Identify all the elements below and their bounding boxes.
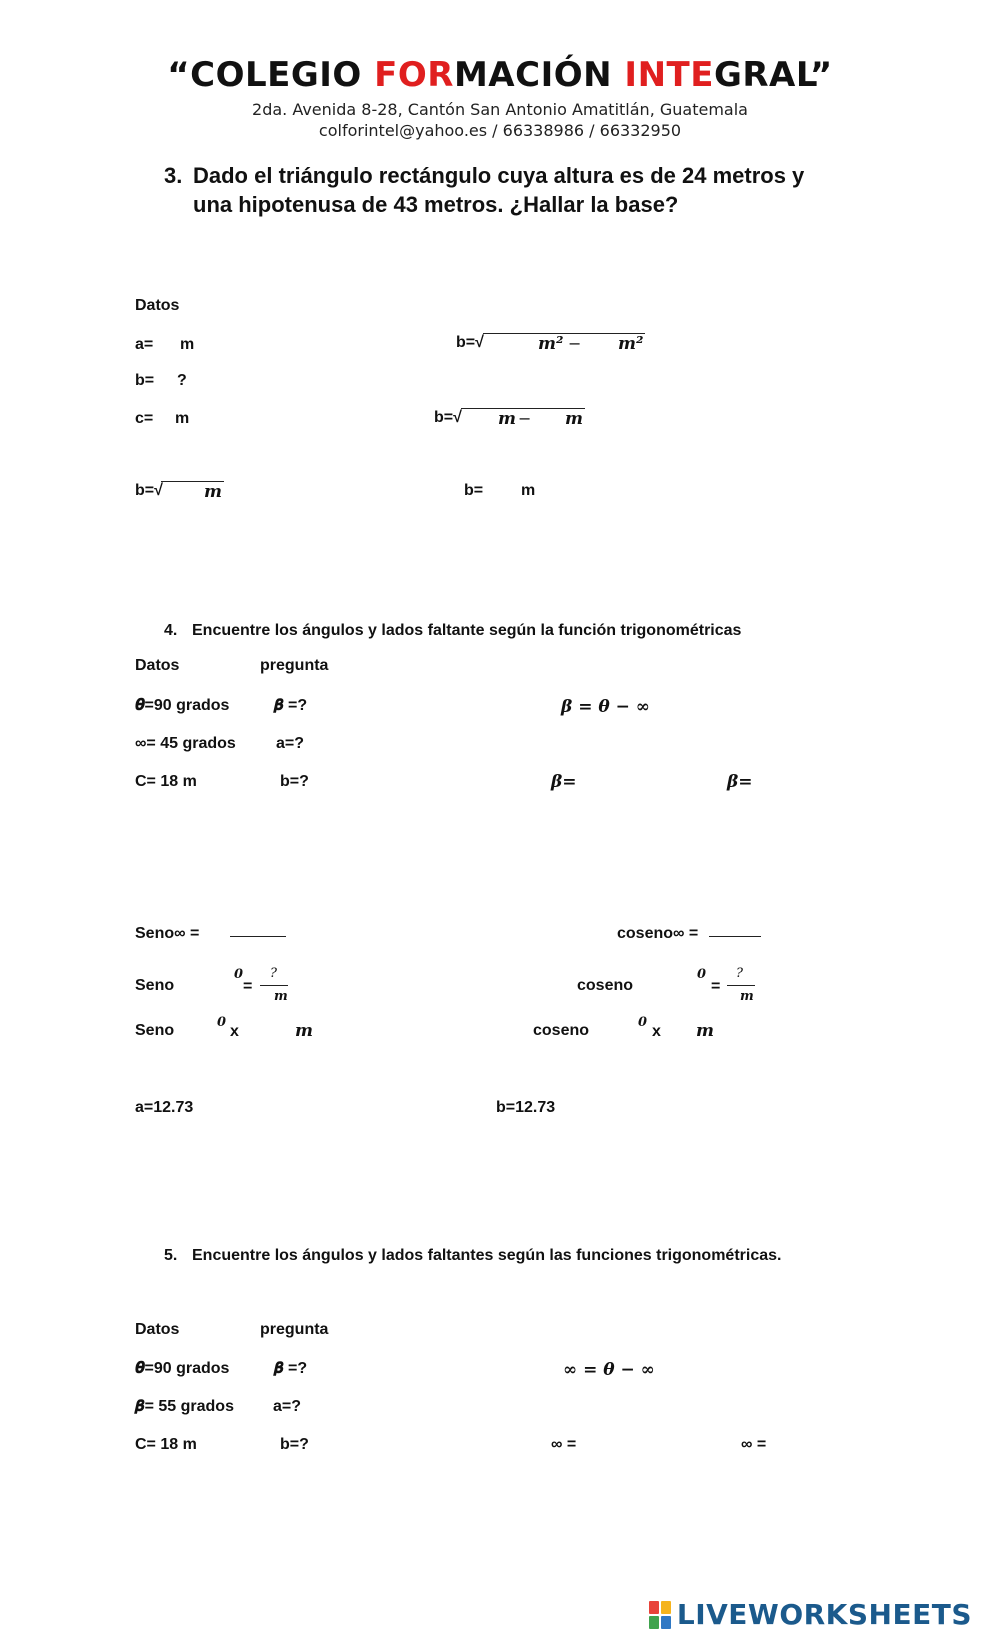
q3-formula2-m1: 𝒎 [498, 409, 516, 429]
q5-question-a: a=? [273, 1398, 302, 1415]
q4-infinity: ∞= 45 grados [135, 735, 236, 752]
q5-question-b: b=? [280, 1436, 309, 1453]
q3-b-label: b= [135, 372, 155, 389]
q3-number: 3. [164, 163, 183, 188]
q4-seno-times: x [230, 1023, 239, 1040]
q4-coseno-label: coseno [577, 977, 634, 994]
q5-theta: 𝜽=90 grados [135, 1360, 230, 1377]
q4-c: C= 18 m [135, 773, 197, 790]
q4-seno-degree: 0 [234, 967, 244, 982]
q4-coseno-fraction-line-2 [727, 985, 755, 986]
q4-coseno-times: x [652, 1023, 661, 1040]
q5-inf-field-1[interactable]: ∞ = [551, 1436, 577, 1453]
q4-coseno-degree: 0 [697, 967, 707, 982]
q3-formula2-m2: 𝒎 [565, 409, 583, 429]
q5-inf-field-2[interactable]: ∞ = [741, 1436, 767, 1453]
q3-line1: Dado el triángulo rectángulo cuya altura es de 24 metros y [193, 163, 805, 188]
logo-square [649, 1616, 659, 1629]
q4-seno-degree-2: 0 [217, 1015, 227, 1030]
q3-formula3-label: b=√ [135, 482, 163, 499]
q4-coseno-m: 𝒎 [696, 1021, 714, 1041]
q4-seno-fraction-line-2 [260, 985, 288, 986]
q3-formula3-m: 𝒎 [204, 482, 222, 502]
q4-coseno-fraction-line [709, 936, 761, 937]
title-part-red: FOR [374, 55, 454, 95]
liveworksheets-logo [649, 1598, 972, 1631]
q5-datos-label: Datos [135, 1321, 180, 1338]
q4-question-beta: 𝜷 =? [274, 697, 308, 714]
q3-c-unit: m [175, 410, 190, 427]
q3-formula2-label: b=√ [434, 409, 462, 426]
q5-question-beta: 𝜷 =? [274, 1360, 308, 1377]
q4-seno-numerator: ? [270, 966, 277, 981]
q4-theta: 𝜽=90 grados [135, 697, 230, 714]
title-part-red: INTE [624, 55, 714, 95]
q3-formula1-m1: 𝒎² [538, 334, 564, 354]
q4-coseno-label-2: coseno [533, 1022, 590, 1039]
q5-number: 5. [164, 1247, 178, 1264]
q4-datos-label: Datos [135, 657, 180, 674]
q3-b-unknown: ? [177, 372, 187, 389]
q4-seno-m: 𝒎 [295, 1021, 313, 1041]
q3-line2: una hipotenusa de 43 metros. ¿Hallar la base? [193, 192, 679, 217]
q3-c-label: c= [135, 410, 154, 427]
q4-number: 4. [164, 622, 178, 639]
q4-seno-fraction-line [230, 936, 286, 937]
q4-coseno-degree-2: 0 [638, 1015, 648, 1030]
school-title [0, 55, 1000, 95]
q4-prompt: Encuentre los ángulos y lados faltante según la función trigonométricas [192, 622, 742, 639]
school-contact: colforintel@yahoo.es / 66338986 / 66332950 [318, 121, 682, 140]
q5-pregunta-label: pregunta [260, 1321, 329, 1338]
title-part: ” [809, 55, 833, 95]
q4-seno-label: Seno [135, 977, 175, 994]
liveworksheets-logo-icon [649, 1601, 671, 1629]
q3-formula2-minus: − [518, 409, 532, 428]
q3-formula4-label: b= [464, 482, 484, 499]
logo-square [661, 1601, 671, 1614]
q4-coseno-numerator: ? [736, 966, 743, 981]
logo-square [649, 1601, 659, 1614]
q4-beta-field-2[interactable]: 𝜷= [727, 772, 753, 792]
q3-a-unit: m [180, 336, 195, 353]
logo-square [661, 1616, 671, 1629]
liveworksheets-logo-text: LIVEWORKSHEETS [676, 1598, 972, 1631]
q4-b-result: b=12.73 [496, 1099, 556, 1116]
q3-a-label: a= [135, 336, 154, 353]
q4-seno-label-2: Seno [135, 1022, 175, 1039]
q3-datos-label: Datos [135, 297, 180, 314]
q5-prompt: Encuentre los ángulos y lados faltantes según las funciones trigonométricas. [192, 1247, 782, 1264]
q5-c: C= 18 m [135, 1436, 197, 1453]
q4-beta-field-1[interactable]: 𝜷= [551, 772, 577, 792]
title-part: GRAL [713, 55, 810, 95]
q4-formula: 𝜷 = 𝜽 − ∞ [561, 697, 650, 717]
title-part: MACIÓN [453, 55, 625, 95]
q4-coseno-equals: = [711, 978, 721, 995]
q4-a-result: a=12.73 [135, 1099, 194, 1116]
q4-seno-inf: Seno∞ = [135, 925, 200, 942]
q4-coseno-inf: coseno∞ = [617, 925, 699, 942]
q3-formula4-unit: m [521, 482, 536, 499]
q4-question-b: b=? [280, 773, 309, 790]
q4-coseno-denominator: 𝒎 [740, 989, 754, 1004]
q3-formula1-label: b=√ [456, 334, 484, 351]
q3-formula1-m2: 𝒎² [618, 334, 644, 354]
q5-beta: 𝜷= 55 grados [135, 1398, 234, 1415]
q5-formula: ∞ = 𝜽 − ∞ [563, 1360, 655, 1380]
title-part: “COLEGIO [167, 55, 375, 95]
school-address: 2da. Avenida 8-28, Cantón San Antonio Amatitlán, Guatemala [252, 100, 748, 119]
q4-pregunta-label: pregunta [260, 657, 329, 674]
q4-seno-equals: = [243, 978, 253, 995]
q3-formula1-minus: − [568, 334, 582, 353]
q4-seno-denominator: 𝒎 [274, 989, 288, 1004]
q4-question-a: a=? [276, 735, 305, 752]
